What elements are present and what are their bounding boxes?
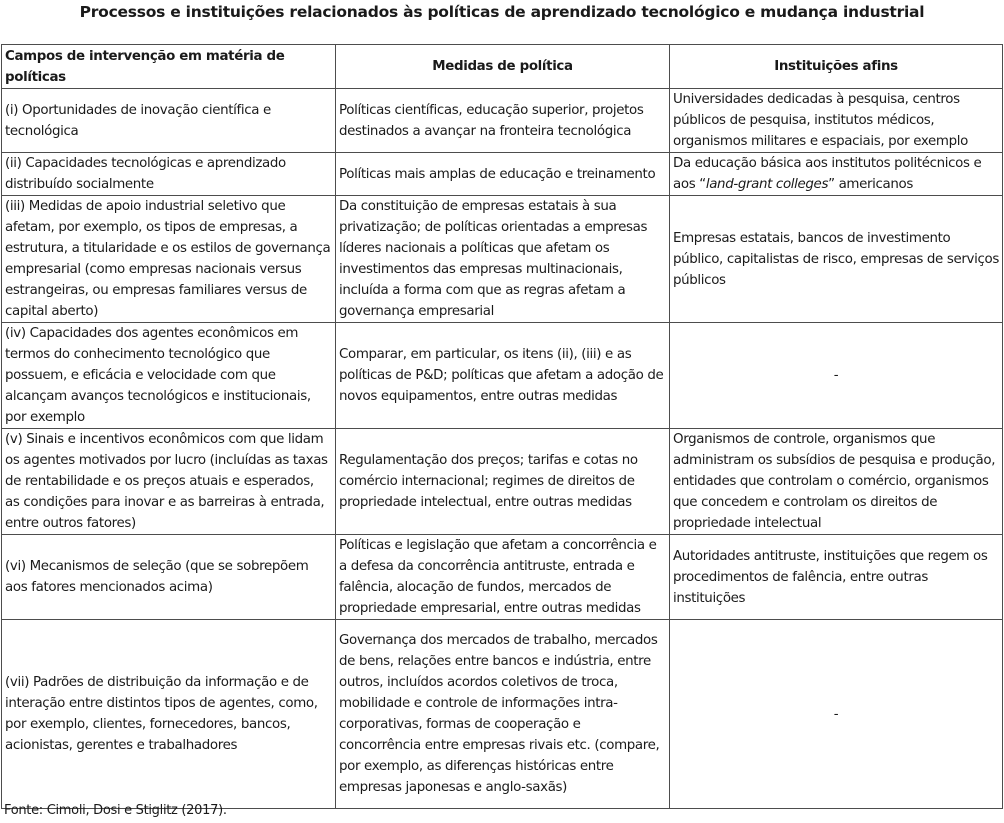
cell-medidas: Políticas e legislação que afetam a concorrência e a defesa da concorrência antitruste, entrada e falência, alocação de fundos, mercados de propriedade empresarial, entre outras medidas xyxy=(336,535,670,620)
cell-campo: (v) Sinais e incentivos econômicos com que lidam os agentes motivados por lucro (incluídas as taxas de rentabilidade e os preços atuais e esperados, as condições para inovar e as barreiras à entrada, entre outros fatores) xyxy=(2,429,336,535)
source-note: Fonte: Cimoli, Dosi e Stiglitz (2017). xyxy=(4,803,227,818)
table-title: Processos e instituições relacionados às políticas de aprendizado tecnológico e mudança industrial xyxy=(79,3,925,21)
cell-text: ” americanos xyxy=(828,177,914,192)
cell-instituicoes: Organismos de controle, organismos que administram os subsídios de pesquisa e produção, entidades que controlam o comércio, organismos que concedem e controlam os direitos de propriedade intelectual xyxy=(670,429,1003,535)
cell-text: Da educação básica aos institutos politécnicos e aos “ xyxy=(673,156,982,192)
cell-medidas: Políticas mais amplas de educação e treinamento xyxy=(336,153,670,196)
cell-instituicoes: - xyxy=(670,323,1003,429)
table-row xyxy=(2,535,1003,620)
header-medidas: Medidas de política xyxy=(336,45,670,89)
cell-medidas: Regulamentação dos preços; tarifas e cotas no comércio internacional; regimes de direitos de propriedade intelectual, entre outras medidas xyxy=(336,429,670,535)
table-row xyxy=(2,89,1003,153)
cell-instituicoes: - xyxy=(670,620,1003,809)
table-header-row xyxy=(2,45,1003,89)
table-row xyxy=(2,323,1003,429)
policy-table xyxy=(1,44,1003,809)
table-row xyxy=(2,153,1003,196)
cell-campo: (i) Oportunidades de inovação científica e tecnológica xyxy=(2,89,336,153)
cell-instituicoes: Empresas estatais, bancos de investimento público, capitalistas de risco, empresas de serviços públicos xyxy=(670,196,1003,323)
table-row xyxy=(2,429,1003,535)
cell-instituicoes: Universidades dedicadas à pesquisa, centros públicos de pesquisa, institutos médicos, organismos militares e espaciais, por exemplo xyxy=(670,89,1003,153)
cell-text-italic: land-grant colleges xyxy=(705,177,829,192)
header-instituicoes: Instituições afins xyxy=(670,45,1003,89)
cell-campo: (iv) Capacidades dos agentes econômicos em termos do conhecimento tecnológico que possuem, e eficácia e velocidade com que alcançam avanços tecnológicos e institucionais, por exemplo xyxy=(2,323,336,429)
cell-instituicoes: Autoridades antitruste, instituições que regem os procedimentos de falência, entre outras instituições xyxy=(670,535,1003,620)
cell-medidas: Comparar, em particular, os itens (ii), (iii) e as políticas de P&D; políticas que afetam a adoção de novos equipamentos, entre outras medidas xyxy=(336,323,670,429)
cell-medidas: Da constituição de empresas estatais à sua privatização; de políticas orientadas a empresas líderes nacionais a políticas que afetam os investimentos das empresas multinacionais, incluída a forma com que as regras afetam a governança empresarial xyxy=(336,196,670,323)
header-campos: Campos de intervenção em matéria de políticas xyxy=(2,45,336,89)
cell-medidas: Políticas científicas, educação superior, projetos destinados a avançar na fronteira tecnológica xyxy=(336,89,670,153)
table-row xyxy=(2,196,1003,323)
cell-instituicoes xyxy=(670,153,1003,196)
cell-campo: (iii) Medidas de apoio industrial seletivo que afetam, por exemplo, os tipos de empresas, a estrutura, a titularidade e os estilos de governança empresarial (como empresas nacionais versus estrangeiras, ou empresas familiares versus de capital aberto) xyxy=(2,196,336,323)
cell-medidas: Governança dos mercados de trabalho, mercados de bens, relações entre bancos e indústria, entre outros, incluídos acordos coletivos de troca, mobilidade e controle de informações intra-corporativas, formas de cooperação e concorrência entre empresas rivais etc. (compare, por exemplo, as diferenças históricas entre empresas japonesas e anglo-saxãs) xyxy=(336,620,670,809)
cell-campo: (vi) Mecanismos de seleção (que se sobrepõem aos fatores mencionados acima) xyxy=(2,535,336,620)
cell-campo: (vii) Padrões de distribuição da informação e de interação entre distintos tipos de agentes, como, por exemplo, clientes, fornecedores, bancos, acionistas, gerentes e trabalhadores xyxy=(2,620,336,809)
table-row xyxy=(2,620,1003,809)
cell-campo: (ii) Capacidades tecnológicas e aprendizado distribuído socialmente xyxy=(2,153,336,196)
